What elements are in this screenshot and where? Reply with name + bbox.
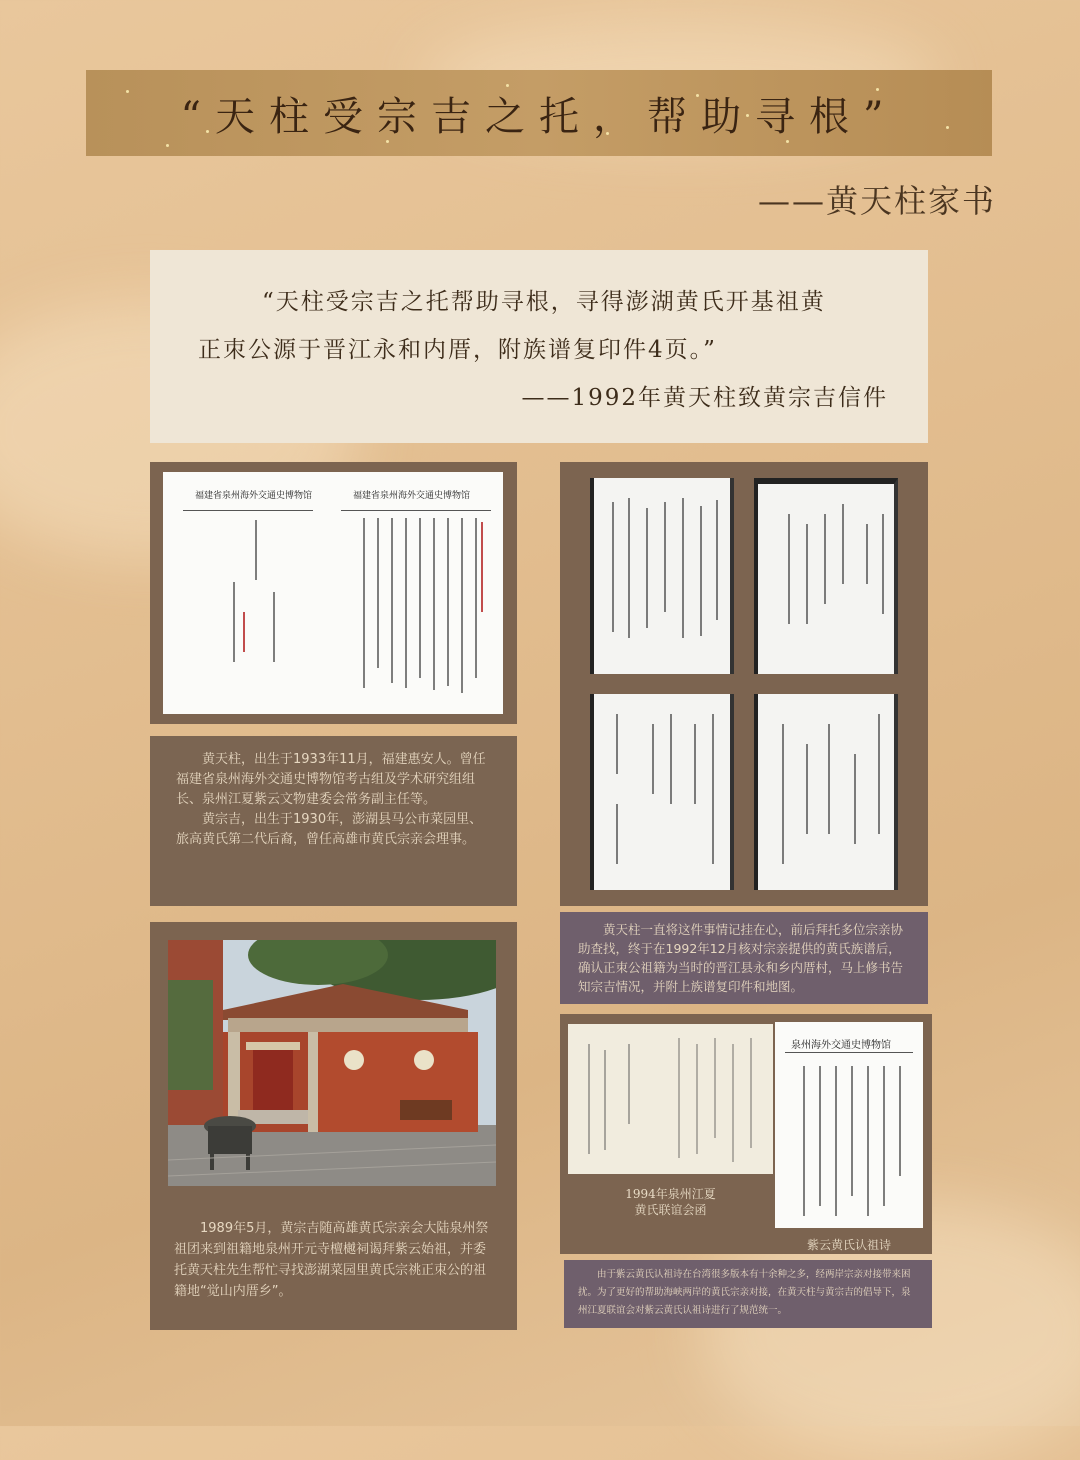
- recognition-poem-image: [775, 1022, 923, 1228]
- temple-photo-illustration: [168, 940, 496, 1186]
- page-title: “天柱受宗吉之托，帮助寻根”: [180, 93, 898, 140]
- bottom-caption: [564, 1260, 932, 1328]
- genealogy-page-2: [754, 478, 898, 674]
- title-banner: [86, 70, 992, 156]
- genealogy-page-1: [590, 478, 734, 674]
- quote-line-2: 正朿公源于晋江永和内厝，附族谱复印件4页。”: [198, 337, 717, 363]
- federation-letter-image: [568, 1024, 773, 1174]
- quote-source: ——1992年黄天柱致黄宗吉信件: [521, 385, 888, 411]
- quote-card: [150, 250, 928, 443]
- bottom-caption-text: 由于紫云黄氏认祖诗在台湾很多版本有十余种之多，经两岸宗亲对接带来困扰。为了更好的帮助海峡两岸的黄氏宗亲对接，在黄天柱与黄宗吉的倡导下，泉州江夏联谊会对紫云黄氏认祖诗进行了规范统一。: [578, 1269, 911, 1316]
- genealogy-caption: [560, 912, 928, 1004]
- quote-line-1: “天柱受宗吉之托帮助寻根，寻得澎湖黄氏开基祖黄: [262, 289, 826, 315]
- title-attribution: ——黄天柱家书: [757, 182, 996, 220]
- bio-caption: [150, 736, 517, 906]
- recognition-poem-header: 泉州海外交通史博物馆: [791, 1040, 891, 1051]
- genealogy-page-4: [754, 694, 898, 890]
- temple-caption-text: 1989年5月，黄宗吉随高雄黄氏宗亲会大陆泉州祭祖团来到祖籍地泉州开元寺檀樾祠谒拜紫云始祖，并委托黄天柱先生帮忙寻找澎湖菜园里黄氏宗祧正朿公的祖籍地“觉山内厝乡”。: [174, 1221, 489, 1299]
- recognition-poem-caption: 紫云黄氏认祖诗: [806, 1238, 891, 1252]
- genealogy-caption-text: 黄天柱一直将这件事情记挂在心，前后拜托多位宗亲协助查找，终于在1992年12月核对宗亲提供的黄氏族谱后，确认正朿公祖籍为当时的晋江县永和乡内厝村，马上修书告知宗吉情况，并附上族谱复印件和地图。: [578, 922, 904, 994]
- letter-header-right: 福建省泉州海外交通史博物馆: [353, 491, 471, 501]
- genealogy-page-3: [590, 694, 734, 890]
- letter-header-left: 福建省泉州海外交通史博物馆: [195, 491, 313, 501]
- temple-photo: [168, 940, 496, 1186]
- bio-paragraph-huang-tianzhu: 黄天柱，出生于1933年11月，福建惠安人。曾任福建省泉州海外交通史博物馆考古组及学术研究组组长、泉州江夏紫云文物建委会常务副主任等。: [176, 752, 486, 807]
- temple-caption: [150, 1210, 517, 1310]
- federation-letter-caption: 1994年泉州江夏 黄氏联谊会函: [625, 1187, 716, 1217]
- bio-paragraph-huang-zongji: 黄宗吉，出生于1930年，澎湖县马公市菜园里、旅高黄氏第二代后裔，曾任高雄市黄氏宗亲会理事。: [176, 812, 483, 847]
- letter-image: [163, 472, 503, 714]
